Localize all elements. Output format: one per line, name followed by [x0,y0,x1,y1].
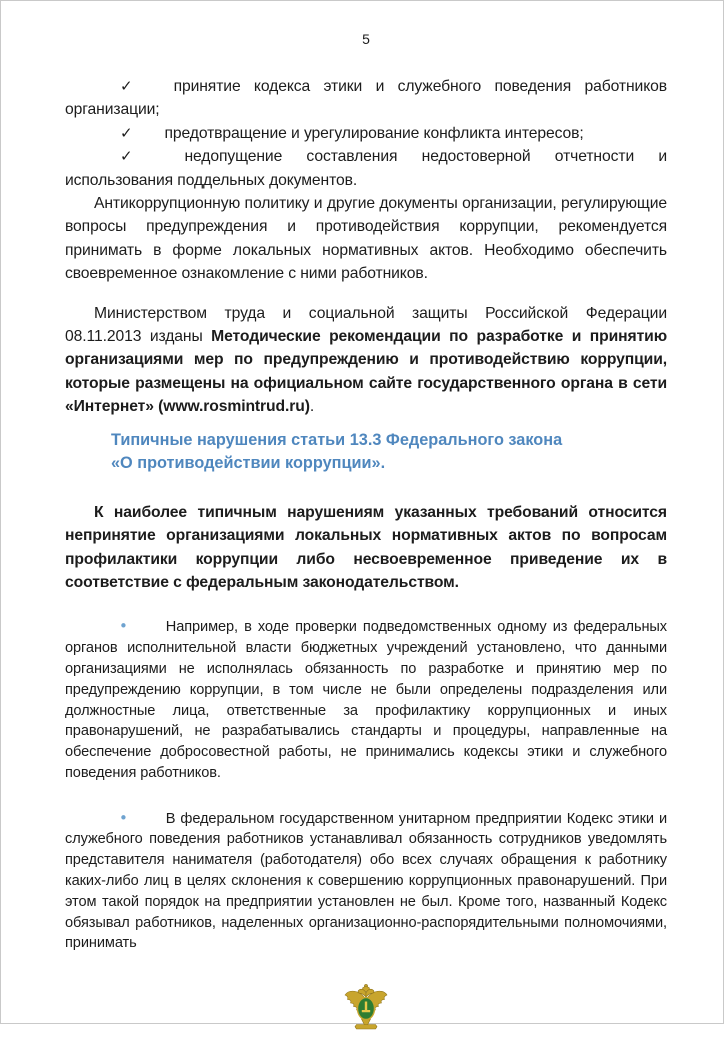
paragraph-bold-text: Методические рекомендации по разработке и принятию организациями мер по предупреждению и противодействию коррупции, которые размещены на официальном сайте государственного органа в сети «Интернет» (www.rosmintrud.ru) [65,328,667,416]
example-item-text: Например, в ходе проверки подведомственных одному из федеральных органов исполнительной власти бюджетных учреждений установлено, что данными организациями не исполнялась обязанность по разработке и принятию мер по предупреждению коррупции, в том числе не были определены подразделения или должностные лица, ответственные за профилактику коррупционных и иных правонарушений, не разрабатывались стандарты и процедуры, направленные на обеспечение добросовестной работы, не принимались кодексы этики и служебного поведения работников. [65,619,667,781]
page-content [1,1,723,1041]
checklist-item [65,75,667,122]
checklist-item-text: недопущение составления недостоверной отчетности и использования поддельных документов. [65,148,667,189]
paragraph-typical-violations: К наиболее типичным нарушениям указанных требований относится непринятие организациями локальных нормативных актов по вопросам профилактики коррупции либо несвоевременное приведение их в соответствие с федеральным законодательством. [65,503,667,591]
examples-list [65,616,667,954]
checklist-item [65,122,667,145]
bullet-dot-icon: • [119,808,128,827]
paragraph-regular-text: . [309,398,315,416]
bullet-dot-icon: • [119,617,128,636]
paragraph-regular-text: Министерством труда и социальной защиты Российской Федерации 08.11.2013 изданы [65,304,667,346]
page-number: 5 [362,31,370,47]
checkmark-icon: ✓ [120,77,142,95]
checklist-item-text: принятие кодекса этики и служебного поведения работников организации; [65,78,667,119]
section-heading [111,429,667,475]
checklist [65,75,667,192]
section-heading-line2: «О противодействии коррупции». [111,453,386,472]
section-heading-line1: Типичные нарушения статьи 13.3 Федерального закона [111,430,563,449]
footer-emblem [65,984,667,1041]
example-item [65,616,667,783]
checkmark-icon: ✓ [120,123,133,142]
paragraph-anticorruption-policy: Антикоррупционную политику и другие документы организации, регулирующие вопросы предупреждения и противодействия коррупции, рекомендуется принимать в форме локальных нормативных актов. Необходимо обеспечить своевременное ознакомление с ними работников. [65,195,667,283]
paragraph-ministry-recommendations [65,302,667,419]
example-item-text: В федеральном государственном унитарном предприятии Кодекс этики и служебного поведения работников устанавливал обязанность сотрудников уведомлять представителя нанимателя (работодателя) обо всех случаях обращения к работнику каких-либо лиц в целях склонения к совершению коррупционных правонарушений. При этом такой порядок на предприятии установлен не был. Кроме того, названный Кодекс обязывал работников, наделенных организационно-распорядительными полномочиями, принимать [65,810,667,952]
example-item [65,808,667,955]
prosecutor-eagle-emblem-icon [343,984,389,1036]
checkmark-icon: ✓ [120,147,153,166]
checklist-item [65,145,667,192]
checklist-item-text: предотвращение и урегулирование конфликта интересов; [164,124,584,142]
